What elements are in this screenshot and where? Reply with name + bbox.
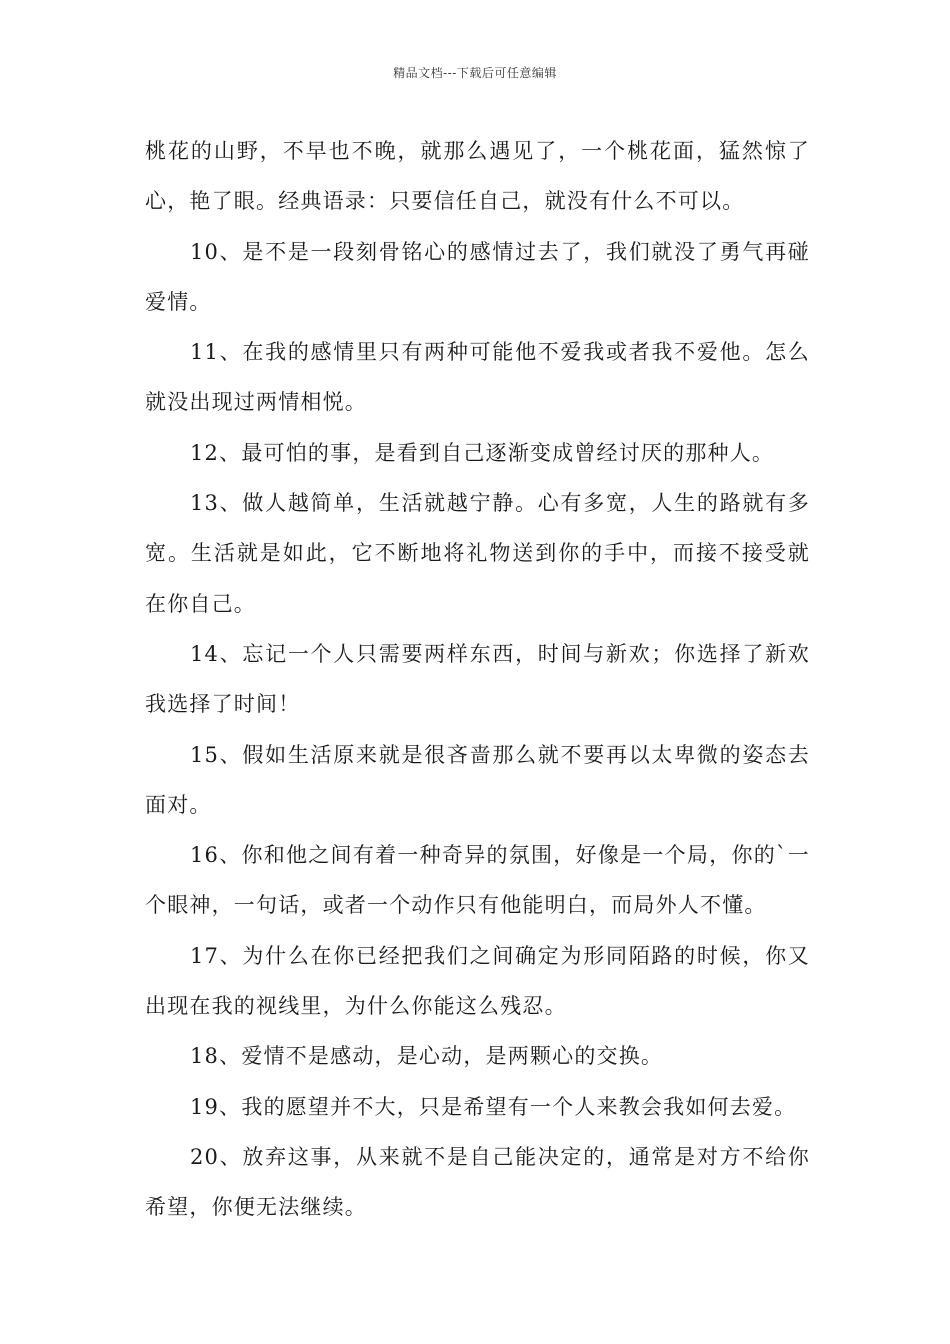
paragraph-16: 16、你和他之间有着一种奇异的氛围，好像是一个局，你的`一个眼神，一句话，或者一个动作只有他能明白，而局外人不懂。 bbox=[145, 843, 810, 918]
document-body bbox=[145, 126, 810, 1233]
paragraph-20: 20、放弃这事，从来就不是自己能决定的，通常是对方不给你希望，你便无法继续。 bbox=[145, 1144, 810, 1220]
paragraph-10: 10、是不是一段刻骨铭心的感情过去了，我们就没了勇气再碰爱情。 bbox=[145, 239, 810, 314]
paragraph-11: 11、在我的感情里只有两种可能他不爱我或者我不爱他。怎么就没出现过两情相悦。 bbox=[145, 340, 810, 415]
paragraph-14: 14、忘记一个人只需要两样东西，时间与新欢；你选择了新欢我选择了时间！ bbox=[145, 641, 810, 717]
paragraph-17: 17、为什么在你已经把我们之间确定为形同陌路的时候，你又出现在我的视线里，为什么你能这么残忍。 bbox=[145, 943, 810, 1019]
paragraph-13: 13、做人越简单，生活就越宁静。心有多宽，人生的路就有多宽。生活就是如此，它不断地将礼物送到你的手中，而接不接受就在你自己。 bbox=[145, 491, 810, 616]
paragraph-19: 19、我的愿望并不大，只是希望有一个人来教会我如何去爱。 bbox=[190, 1094, 797, 1119]
paragraph-15: 15、假如生活原来就是很吝啬那么就不要再以太卑微的姿态去面对。 bbox=[145, 742, 810, 817]
paragraph-18: 18、爱情不是感动，是心动，是两颗心的交换。 bbox=[190, 1044, 664, 1069]
paragraph-continued: 桃花的山野，不早也不晚，就那么遇见了，一个桃花面，猛然惊了心，艳了眼。经典语录：只要信任自己，就没有什么不可以。 bbox=[145, 139, 810, 214]
paragraph-12: 12、最可怕的事，是看到自己逐渐变成曾经讨厌的那种人。 bbox=[190, 440, 775, 465]
page-header: 精品文档---下载后可任意编辑 bbox=[393, 66, 557, 80]
